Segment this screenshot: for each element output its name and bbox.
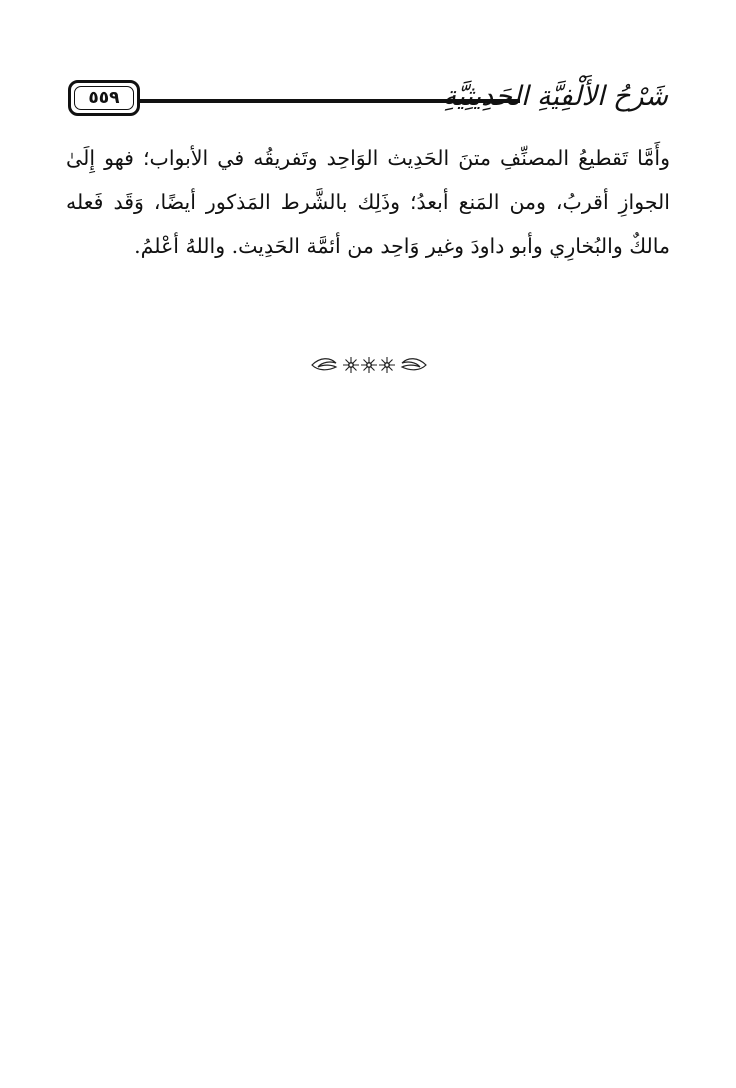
floral-divider-icon [308, 353, 430, 377]
paragraph-line: مالكٌ والبُخارِي وأبو داودَ وغير وَاحِد من أئمَّة الحَدِيث. واللهُ أعْلمُ. [134, 234, 670, 258]
paragraph-line: وأَمَّا تَقطيعُ المصنِّفِ متنَ الحَدِيث الوَاحِد وتَفريقُه في الأبواب؛ فهو إِلَىٰ [66, 146, 670, 170]
main-paragraph [66, 136, 670, 268]
page-header [68, 74, 668, 126]
page-number-frame [68, 80, 140, 116]
running-title: شَرْحُ الأَلْفِيَّةِ الحَدِيثِيَّةِ [442, 81, 668, 112]
page-number: ٥٥٩ [88, 88, 120, 108]
paragraph-line: الجوازِ أقربُ، ومن المَنع أبعدُ؛ وذَلِك بالشَّرط المَذكور أيضًا، وَقَد فَعله [66, 190, 670, 214]
